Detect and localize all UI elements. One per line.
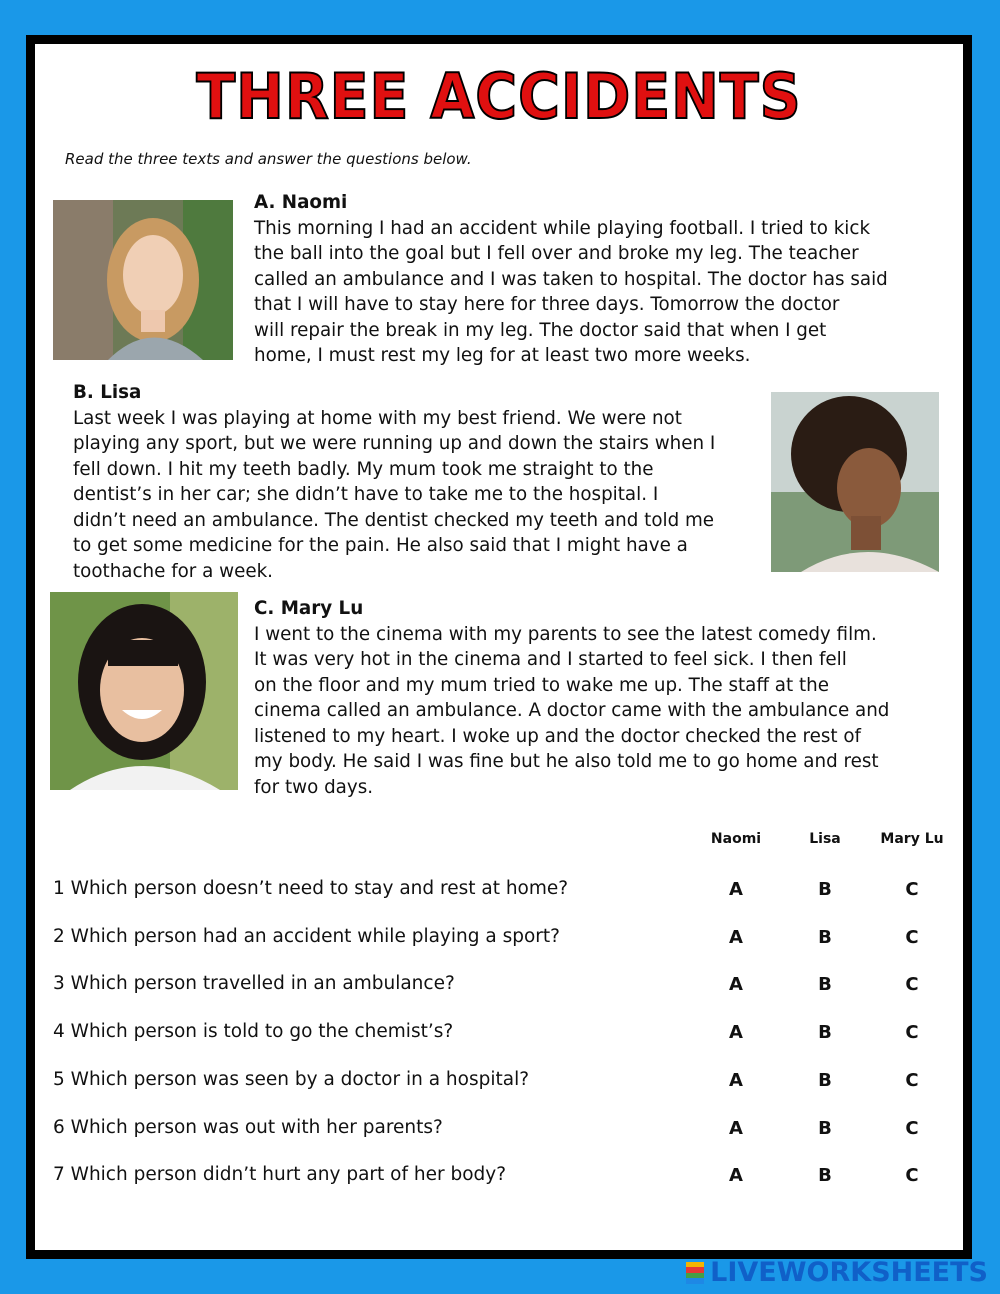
option-a[interactable]: A	[729, 974, 743, 995]
naomi-photo	[53, 200, 233, 360]
text-c	[254, 596, 889, 800]
option-c[interactable]: C	[905, 1070, 919, 1091]
text-b-line: playing any sport, but we were running up and down the stairs when I	[73, 433, 716, 454]
lisa-photo	[771, 392, 939, 572]
question-text: 7 Which person didn’t hurt any part of her body?	[53, 1164, 507, 1185]
option-c[interactable]: C	[905, 974, 919, 995]
question-text: 6 Which person was out with her parents?	[53, 1117, 443, 1138]
question-text: 3 Which person travelled in an ambulance?	[53, 973, 455, 994]
text-a-line: This morning I had an accident while playing football. I tried to kick	[254, 217, 871, 239]
text-a	[254, 190, 888, 369]
text-c-line: I went to the cinema with my parents to see the latest comedy film.	[254, 623, 877, 645]
text-a-line: the ball into the goal but I fell over and broke my leg. The teacher	[254, 243, 859, 264]
question-text: 2 Which person had an accident while playing a sport?	[53, 926, 560, 947]
text-c-line: on the floor and my mum tried to wake me up. The staff at the	[254, 674, 829, 696]
option-c[interactable]: C	[905, 1165, 919, 1186]
column-header-lisa: Lisa	[809, 831, 841, 847]
text-a-line: home, I must rest my leg for at least two more weeks.	[254, 345, 751, 366]
liveworksheets-icon	[686, 1262, 704, 1284]
text-b-line: didn’t need an ambulance. The dentist checked my teeth and told me	[73, 509, 715, 531]
option-b[interactable]: B	[818, 879, 832, 900]
question-row-6	[53, 1117, 953, 1147]
text-a-line: that I will have to stay here for three days. Tomorrow the doctor	[254, 294, 840, 315]
text-c-line: for two days.	[254, 776, 374, 798]
option-c[interactable]: C	[905, 879, 919, 900]
option-b[interactable]: B	[818, 974, 832, 995]
text-c-line: cinema called an ambulance. A doctor came with the ambulance and	[254, 700, 890, 721]
question-row-1	[53, 878, 953, 908]
question-row-4	[53, 1021, 953, 1051]
instructions: Read the three texts and answer the questions below.	[65, 150, 472, 168]
question-text: 1 Which person doesn’t need to stay and rest at home?	[53, 878, 569, 899]
text-c-line: my body. He said I was fine but he also told me to go home and rest	[254, 751, 879, 772]
column-header-mary-lu: Mary Lu	[880, 831, 944, 847]
text-a-line: called an ambulance and I was taken to hospital. The doctor has said	[254, 268, 888, 290]
footer-brand-text: LIVEWORKSHEETS	[710, 1257, 988, 1288]
text-c-heading: C. Mary Lu	[254, 598, 364, 619]
question-text: 4 Which person is told to go the chemist’s?	[53, 1021, 454, 1042]
option-b[interactable]: B	[818, 1118, 832, 1139]
question-row-7	[53, 1164, 953, 1194]
worksheet-page	[35, 44, 963, 1250]
option-b[interactable]: B	[818, 1165, 832, 1186]
mary-lu-photo	[50, 592, 238, 790]
option-a[interactable]: A	[729, 1022, 743, 1043]
question-row-5	[53, 1069, 953, 1099]
text-c-line: It was very hot in the cinema and I started to feel sick. I then fell	[254, 649, 847, 670]
question-row-2	[53, 926, 953, 956]
option-c[interactable]: C	[905, 1118, 919, 1139]
text-a-heading: A. Naomi	[254, 192, 348, 213]
question-text: 5 Which person was seen by a doctor in a hospital?	[53, 1069, 530, 1090]
option-a[interactable]: A	[729, 1070, 743, 1091]
option-a[interactable]: A	[729, 1165, 743, 1186]
option-a[interactable]: A	[729, 879, 743, 900]
text-c-line: listened to my heart. I woke up and the doctor checked the rest of	[254, 725, 861, 747]
option-b[interactable]: B	[818, 1070, 832, 1091]
text-b-line: to get some medicine for the pain. He also said that I might have a	[73, 535, 688, 556]
text-b	[73, 380, 715, 584]
column-header-naomi: Naomi	[710, 831, 762, 847]
text-b-line: fell down. I hit my teeth badly. My mum took me straight to the	[73, 458, 654, 480]
option-b[interactable]: B	[818, 1022, 832, 1043]
liveworksheets-logo[interactable]	[686, 1257, 988, 1288]
text-a-line: will repair the break in my leg. The doctor said that when I get	[254, 319, 827, 341]
option-b[interactable]: B	[818, 927, 832, 948]
option-c[interactable]: C	[905, 1022, 919, 1043]
question-row-3	[53, 973, 953, 1003]
text-b-line: Last week I was playing at home with my best friend. We were not	[73, 407, 682, 429]
text-b-line: dentist’s in her car; she didn’t have to take me to the hospital. I	[73, 484, 659, 505]
page-title: THREE ACCIDENTS	[196, 60, 802, 133]
option-c[interactable]: C	[905, 927, 919, 948]
option-a[interactable]: A	[729, 1118, 743, 1139]
text-b-heading: B. Lisa	[73, 382, 142, 403]
text-b-line: toothache for a week.	[73, 560, 273, 582]
option-a[interactable]: A	[729, 927, 743, 948]
